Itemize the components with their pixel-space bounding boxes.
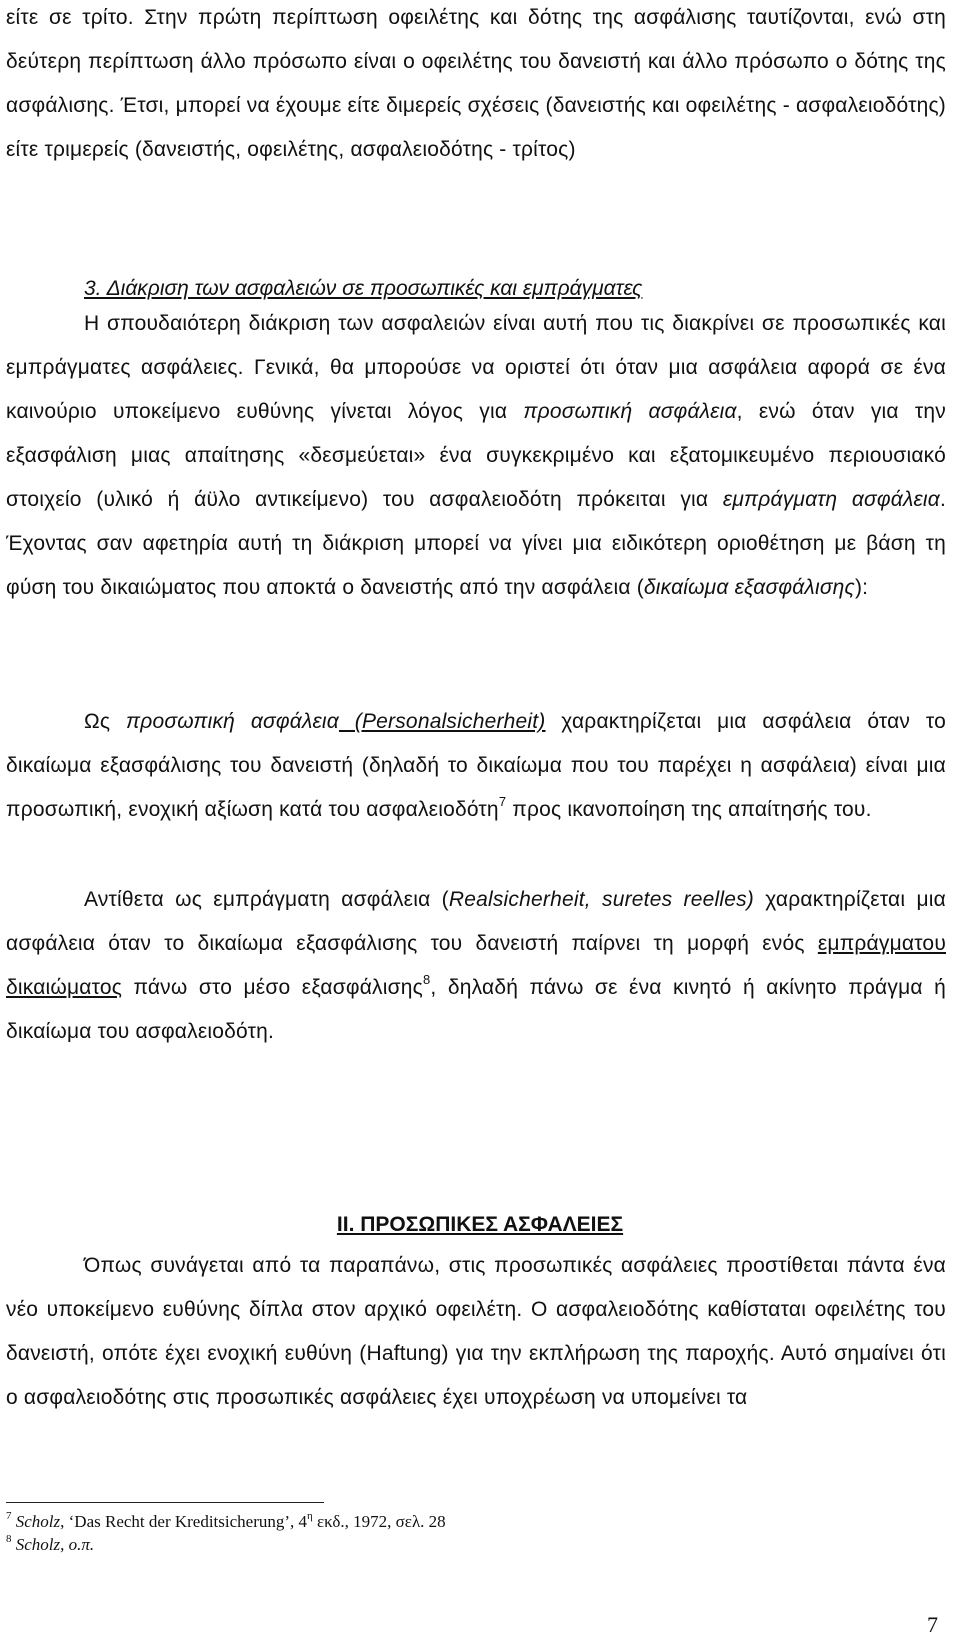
term-personalsicherheit: (Personalsicherheit) [338,710,546,733]
footnote-8 [6,1533,906,1556]
paragraph-text: Η σπουδαιότερη διάκριση των ασφαλειών είναι αυτή που τις διακρίνει σε προσωπικές και εμπράγματες ασφάλειες. Γενικά, θα μπορούσε να οριστεί ότι όταν μια ασφάλεια αφορά σε ένα καινούριο υποκείμενο ευθύνης γίνεται λόγος για [6,312,946,423]
footnote-number: 7 [6,1510,12,1523]
paragraph-text: , ενώ όταν για την εξασφάλιση μιας απαίτησης «δεσμεύεται» ένα συγκεκριμένο και εξατομικευμένο περιουσιακό στοιχείο (υλικό ή άϋλο αντικείμενο) του ασφαλειοδότη πρόκειται για [6,400,946,511]
footnote-author: Scholz, ο.π. [15,1535,95,1554]
intro-paragraph [6,0,946,172]
footnote-text: εκδ., 1972, σελ. 28 [312,1512,446,1531]
footnotes [6,1510,906,1556]
emphasis-personal-security: προσωπική ασφάλεια [126,710,339,733]
section-3-paragraph-2 [6,700,946,832]
section-2-heading: II. ΠΡΟΣΩΠΙΚΕΣ ΑΣΦΑΛΕΙΕΣ [336,1213,624,1236]
section-3-paragraph-1 [6,302,946,610]
emphasis-personal-security: προσωπική ασφάλεια [523,400,737,423]
emphasis-security-right: δικαίωμα εξασφάλισης [643,576,855,599]
emphasis-real-security: εμπράγματη ασφάλεια [722,488,940,511]
term-realsicherheit: Realsicherheit, suretes reelles) [448,888,754,911]
paragraph-text: Όπως συνάγεται από τα παραπάνω, στις προσωπικές ασφάλειες προστίθεται πάντα ένα νέο υποκείμενο ευθύνης δίπλα στον αρχικό οφειλέτη. Ο ασφαλειοδότης καθίσταται οφειλέτης του δανειστή, οπότε έχει ενοχική ευθύνη (Haftung) για την εκπλήρωση της παροχής. Αυτό σημαίνει ότι ο ασφαλειοδότης στις προσωπικές ασφάλειες έχει υποχρέωση να υπομείνει τα [6,1254,946,1409]
paragraph-text: Ως [84,710,127,733]
paragraph-text: , δηλαδή πάνω σε ένα κινητό ή ακίνητο πράγμα ή δικαίωμα του ασφαλειοδότη. [6,976,946,1043]
paragraph-text: . Έχοντας σαν αφετηρία αυτή τη διάκριση μπορεί να γίνει μια ειδικότερη οριοθέτηση με βάση τη φύση του δικαιώματος που αποκτά ο δανειστής από την ασφάλεια ( [6,488,946,599]
paragraph-text: χαρακτηρίζεται μια ασφάλεια όταν το δικαίωμα εξασφάλισης του δανειστή παίρνει τη μορφή ενός [6,888,946,955]
footnote-ref-7[interactable]: 7 [498,794,507,809]
footnote-author: Scholz [15,1512,61,1531]
page-number: 7 [927,1612,938,1637]
footnote-ref-8[interactable]: 8 [422,972,431,987]
footnote-text: , ‘Das Recht der Kreditsicherung’, 4 [60,1512,308,1531]
paragraph-text: χαρακτηρίζεται μια ασφάλεια όταν το δικαίωμα εξασφάλισης του δανειστή (δηλαδή το δικαίωμα που του παρέχει η ασφάλεια) είναι μια προσωπική, ενοχική αξίωση κατά του ασφαλειοδότη [6,710,947,821]
paragraph-text: προς ικανοποίηση της απαίτησής του. [506,798,872,821]
section-3-heading: 3. Διάκριση των ασφαλειών σε προσωπικές και εμπράγματες [84,277,643,300]
intro-text: είτε σε τρίτο. Στην πρώτη περίπτωση οφειλέτης και δότης της ασφάλισης ταυτίζονται, ενώ στη δεύτερη περίπτωση άλλο πρόσωπο είναι ο οφειλέτης του δανειστή και άλλο πρόσωπο ο δότης της ασφάλισης. Έτσι, μπορεί να έχουμε είτε διμερείς σχέσεις (δανειστής και οφειλέτης - ασφαλειοδότης) είτε τριμερείς (δανειστής, οφειλέτης, ασφαλειοδότης - τρίτος) [6,6,946,161]
section-2-paragraph [6,1244,946,1420]
edition-superscript: η [307,1510,313,1523]
paragraph-text: πάνω στο μέσο εξασφάλισης [122,976,423,999]
paragraph-text: ): [854,576,869,599]
paragraph-text: Αντίθετα ως εμπράγματη ασφάλεια ( [84,888,449,911]
footnote-divider [6,1502,324,1503]
footnote-number: 8 [6,1533,12,1546]
footnote-7 [6,1510,906,1533]
section-3-paragraph-3 [6,878,946,1054]
underlined-real-right: εμπράγματου δικαιώματος [6,932,946,999]
